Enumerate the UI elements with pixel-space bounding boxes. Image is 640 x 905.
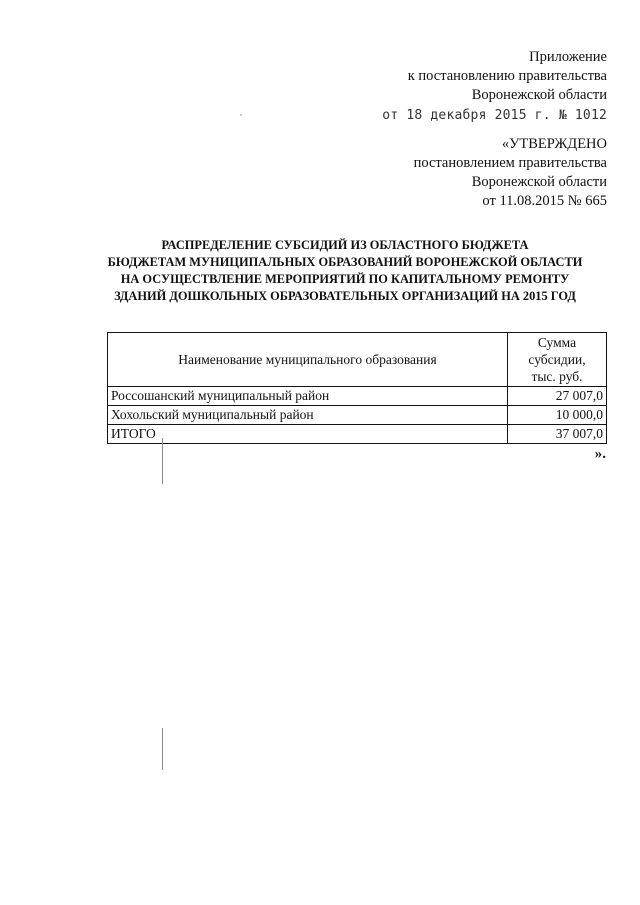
table-row: [108, 406, 607, 425]
title-line-1: РАСПРЕДЕЛЕНИЕ СУБСИДИЙ ИЗ ОБЛАСТНОГО БЮДЖЕТА: [161, 238, 529, 252]
table-header-row: [108, 333, 607, 387]
approved-line-4: от 11.08.2015 № 665: [482, 193, 607, 209]
row-municipality: Хохольский муниципальный район: [108, 406, 508, 425]
scan-speck: [240, 114, 242, 116]
title-line-4: ЗДАНИЙ ДОШКОЛЬНЫХ ОБРАЗОВАТЕЛЬНЫХ ОРГАНИЗАЦИЙ НА 2015 ГОД: [114, 289, 576, 303]
header-sum-line-2: субсидии,: [528, 352, 586, 367]
appendix-line-3: Воронежской области: [471, 87, 607, 103]
header-sum: [508, 333, 607, 387]
subsidies-table: [107, 332, 607, 444]
header-sum-line-1: Сумма: [537, 335, 577, 350]
row-sum: 10 000,0: [508, 406, 607, 425]
approved-line-2: постановлением правительства: [413, 155, 607, 171]
approved-line-1: «УТВЕРЖДЕНО: [501, 136, 607, 152]
scan-margin-line-lower: [162, 728, 163, 770]
appendix-line-2: к постановлению правительства: [407, 68, 607, 84]
date-stamp: от 18 декабря 2015 г. № 1012: [382, 108, 607, 123]
closing-quote-mark: ».: [594, 446, 606, 462]
approved-block: [414, 135, 607, 211]
scan-margin-line-upper: [162, 438, 163, 484]
header-municipality: Наименование муниципального образования: [108, 333, 508, 387]
title-line-3: НА ОСУЩЕСТВЛЕНИЕ МЕРОПРИЯТИЙ ПО КАПИТАЛЬНОМУ РЕМОНТУ: [120, 272, 570, 286]
row-municipality: Россошанский муниципальный район: [108, 387, 508, 406]
total-sum: 37 007,0: [508, 425, 607, 444]
approved-line-3: Воронежской области: [471, 174, 607, 190]
title-line-2: БЮДЖЕТАМ МУНИЦИПАЛЬНЫХ ОБРАЗОВАНИЙ ВОРОНЕЖСКОЙ ОБЛАСТИ: [107, 255, 583, 269]
table-total-row: [108, 425, 607, 444]
row-sum: 27 007,0: [508, 387, 607, 406]
table-row: [108, 387, 607, 406]
header-sum-line-3: тыс. руб.: [531, 369, 583, 384]
appendix-line-1: Приложение: [529, 49, 607, 65]
document-title: [100, 237, 590, 305]
appendix-block: [382, 48, 607, 125]
total-label: ИТОГО: [108, 425, 508, 444]
